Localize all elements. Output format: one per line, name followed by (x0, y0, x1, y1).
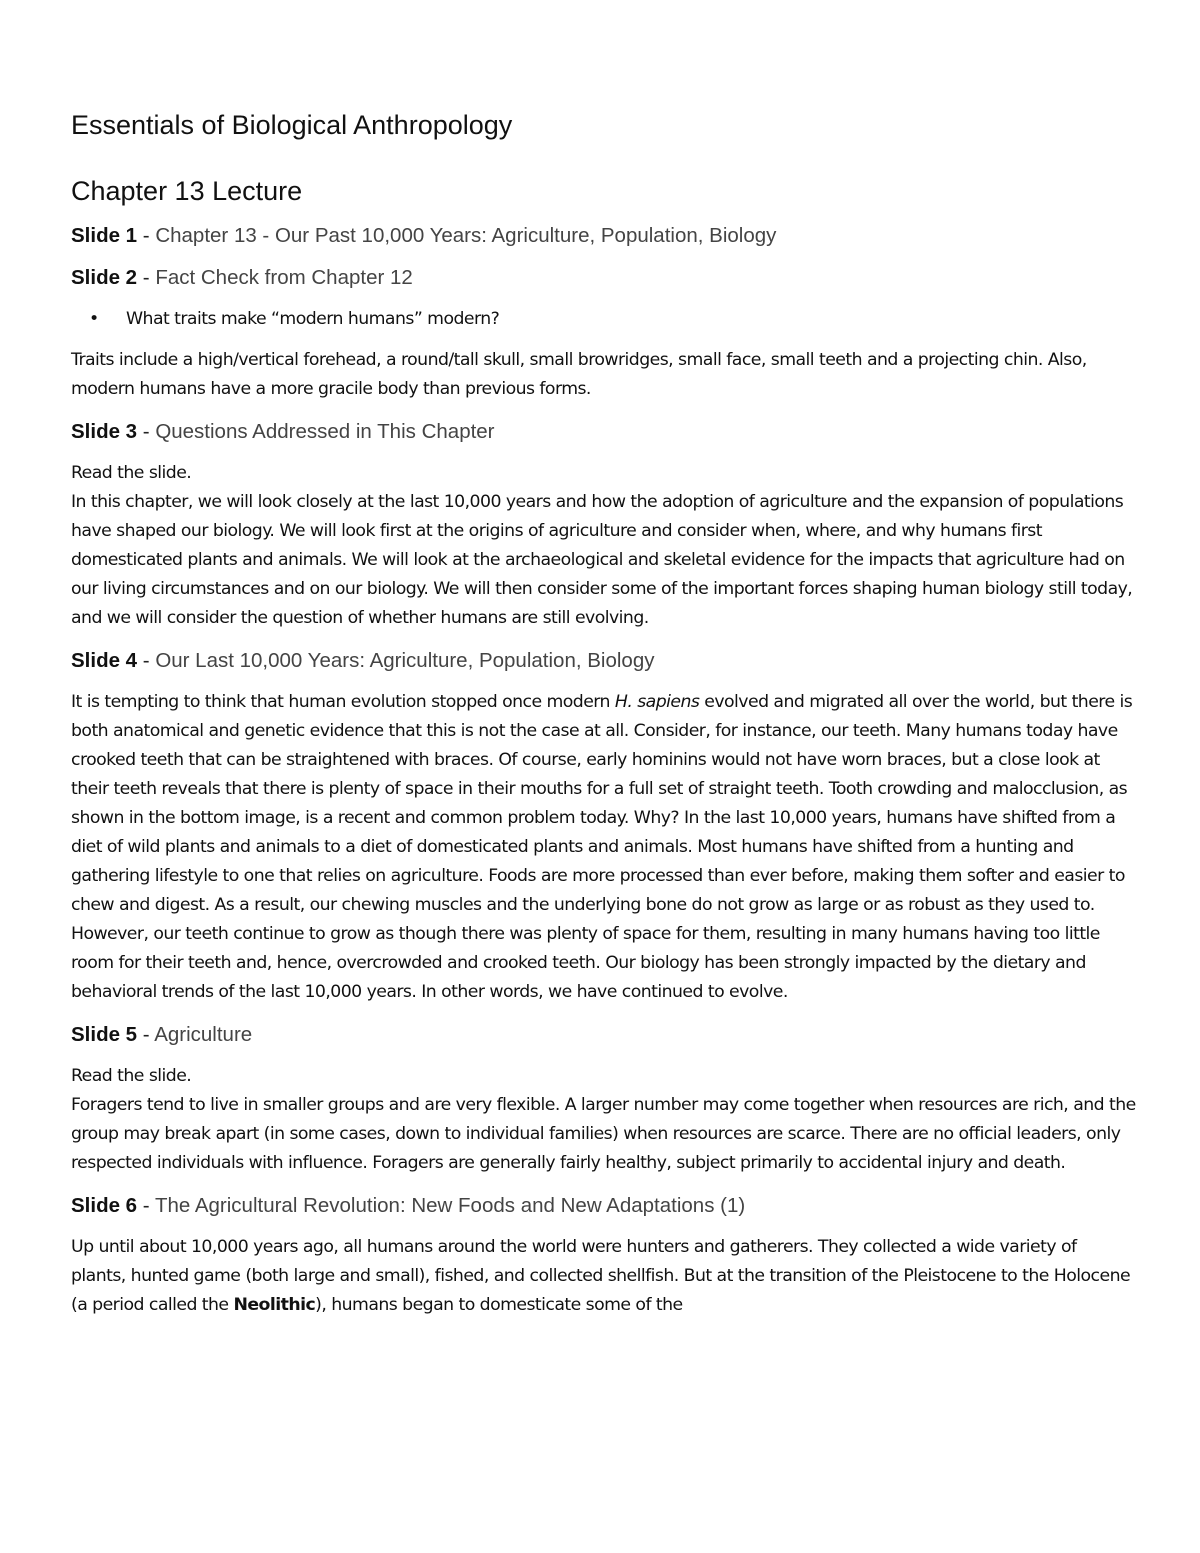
slide-label: Slide 5 (71, 1023, 138, 1046)
bullet-text: What traits make “modern humans” modern? (126, 309, 500, 329)
slide-3-read-line: Read the slide. (71, 463, 192, 483)
slide-label: Slide 4 (71, 649, 138, 672)
slide-5-heading (71, 1020, 1136, 1050)
separator: - (137, 1023, 155, 1046)
slide-label: Slide 2 (71, 266, 138, 289)
slide-label: Slide 1 (71, 224, 138, 247)
body-text: It is tempting to think that human evolution stopped once modern (71, 692, 615, 712)
separator: - (137, 649, 156, 672)
slide-title: Agriculture (154, 1023, 253, 1046)
slide-6-body (71, 1233, 1136, 1320)
separator: - (137, 224, 156, 247)
body-text: evolved and migrated all over the world, but there is both anatomical and genetic evidence that this is not the case at all. Consider, for instance, our teeth. Many humans today have crooked teeth that can be straightened with braces. Of course, early hominins would not have worn braces, but a close look at their teeth reveals that there is plenty of space in their mouths for a full set of straight teeth. Tooth crowding and malocclusion, as shown in the bottom image, is a recent and common problem today. Why? In the last 10,000 years, humans have shifted from a diet of wild plants and animals to a diet of domesticated plants and animals. Most humans have shifted from a hunting and gathering lifestyle to one that relies on agriculture. Foods are more processed than ever before, making them softer and easier to chew and digest. As a result, our chewing muscles and the underlying bone do not grow as large or as robust as they used to. However, our teeth continue to grow as though there was plenty of space for them, resulting in many humans having too little room for their teeth and, hence, overcrowded and crooked teeth. Our biology has been strongly impacted by the dietary and behavioral trends of the last 10,000 years. In other words, we have continued to evolve. (71, 692, 1133, 1002)
slide-3-body: In this chapter, we will look closely at the last 10,000 years and how the adoption of agriculture and the expansion of populations have shaped our biology. We will look first at the origins of agriculture and consider when, where, and why humans first domesticated plants and animals. We will look at the archaeological and skeletal evidence for the impacts that agriculture had on our living circumstances and on our biology. We will then consider some of the important forces shaping human biology still today, and we will consider the question of whether humans are still evolving. (71, 492, 1133, 628)
slide-title: Questions Addressed in This Chapter (155, 420, 495, 443)
document-title: Essentials of Biological Anthropology (71, 110, 513, 140)
separator: - (137, 266, 156, 289)
slide-3-heading (71, 417, 1136, 447)
slide-title: Fact Check from Chapter 12 (155, 266, 413, 289)
slide-label: Slide 6 (71, 1194, 138, 1217)
chapter-heading: Chapter 13 Lecture (71, 176, 303, 206)
slide-title: Our Last 10,000 Years: Agriculture, Population, Biology (155, 649, 655, 672)
slide-6-heading (71, 1191, 1136, 1221)
separator: - (137, 1194, 155, 1217)
slide-4-body (71, 688, 1136, 1007)
slide-5-body: Foragers tend to live in smaller groups and are very flexible. A larger number may come together when resources are rich, and the group may break apart (in some cases, down to individual families) when resources are scarce. There are no official leaders, only respected individuals with influence. Foragers are generally fairly healthy, subject primarily to accidental injury and death. (71, 1095, 1136, 1173)
slide-2-heading (71, 263, 1136, 293)
keyword-neolithic: Neolithic (233, 1295, 316, 1315)
slide-title: The Agricultural Revolution: New Foods and New Adaptations (1) (154, 1194, 746, 1217)
slide-2-body: Traits include a high/vertical forehead, a round/tall skull, small browridges, small face, small teeth and a projecting chin. Also, modern humans have a more gracile body than previous forms. (71, 350, 1087, 399)
body-text: ), humans began to domesticate some of the (315, 1295, 683, 1315)
bullet-list (71, 305, 1136, 334)
document-page (71, 105, 1136, 1333)
list-item (71, 305, 1136, 334)
body-text: Up until about 10,000 years ago, all humans around the world were hunters and gatherers. They collected a wide variety of plants, hunted game (both large and small), fished, and collected shellfish. But at the transition of the Pleistocene to the Holocene (a period called the (71, 1237, 1131, 1315)
slide-5-read-line: Read the slide. (71, 1066, 192, 1086)
slide-4-heading (71, 646, 1136, 676)
slide-1-heading (71, 221, 1136, 251)
species-name: H. sapiens (614, 692, 700, 712)
separator: - (137, 420, 156, 443)
slide-title: Chapter 13 - Our Past 10,000 Years: Agriculture, Population, Biology (155, 224, 777, 247)
bullet-icon: • (89, 309, 99, 329)
slide-label: Slide 3 (71, 420, 138, 443)
